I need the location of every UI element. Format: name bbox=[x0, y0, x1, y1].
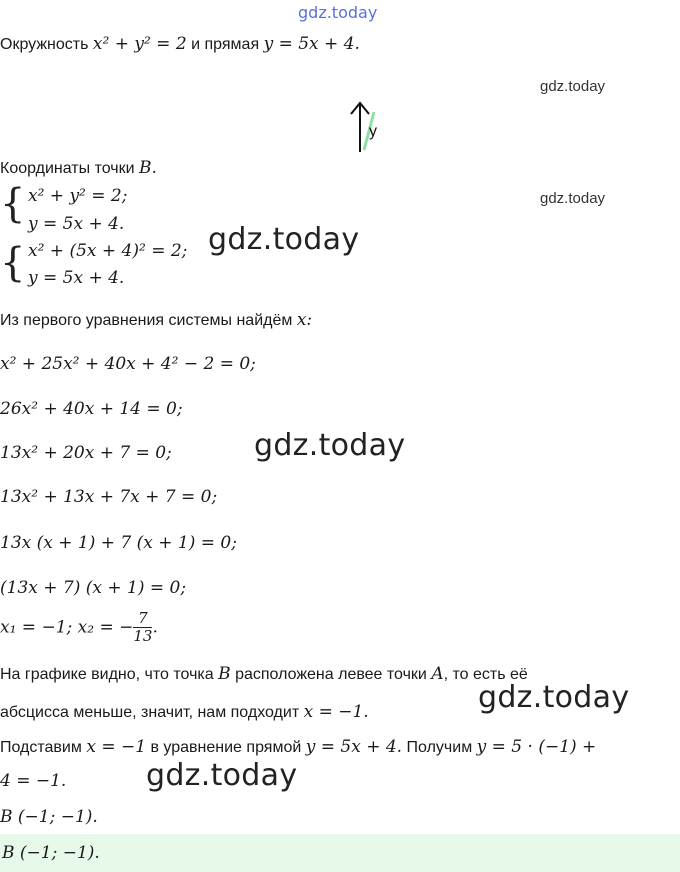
result-point: B (−1; −1). bbox=[0, 807, 98, 827]
system1-eq1: x² + y² = 2; bbox=[28, 186, 128, 206]
root-fraction-den: 13 bbox=[133, 627, 153, 645]
substitute-part2: в уравнение прямой bbox=[150, 739, 302, 756]
substitute-line-eq: y = 5x + 4. bbox=[305, 737, 403, 757]
step-4: 13x² + 13x + 7x + 7 = 0; bbox=[0, 487, 218, 507]
section-b-title bbox=[0, 158, 157, 178]
answer-bar bbox=[0, 834, 680, 872]
roots-end: . bbox=[152, 617, 158, 638]
y-axis-label: y bbox=[369, 123, 377, 140]
system1-eq2: y = 5x + 4. bbox=[28, 214, 125, 234]
circle-equation: x² + y² = 2 bbox=[92, 34, 187, 54]
line-equation: y = 5x + 4. bbox=[263, 34, 360, 54]
substitute-x-value: x = −1 bbox=[86, 737, 147, 757]
graph-note-point-a: A bbox=[431, 664, 444, 684]
watermark-top: gdz.today bbox=[298, 3, 378, 22]
roots-text: x₁ = −1; x₂ = − bbox=[0, 617, 134, 638]
step-2: 26x² + 40x + 14 = 0; bbox=[0, 399, 183, 419]
graph-note-line1 bbox=[0, 664, 528, 684]
watermark-big-4: gdz.today bbox=[146, 758, 298, 793]
root-fraction bbox=[133, 610, 152, 645]
graph-note-part3: , то есть её bbox=[443, 666, 528, 683]
graph-note-part4: абсцисса меньше, значит, нам подходит bbox=[0, 704, 300, 721]
watermark-big-2: gdz.today bbox=[254, 428, 406, 463]
answer-value: B (−1; −1). bbox=[2, 843, 100, 863]
system2-eq2: y = 5x + 4. bbox=[28, 268, 125, 288]
watermark-big-3: gdz.today bbox=[478, 680, 630, 715]
graph-note-point-b: B bbox=[218, 664, 231, 684]
graph-svg bbox=[344, 98, 394, 154]
substitute-line1 bbox=[0, 737, 596, 757]
graph-note-value: x = −1. bbox=[303, 702, 369, 722]
step-6: (13x + 7) (x + 1) = 0; bbox=[0, 578, 187, 598]
roots-line bbox=[0, 610, 158, 656]
find-x-line bbox=[0, 310, 312, 330]
system2-brace: { bbox=[0, 240, 26, 286]
system2-eq1: x² + (5x + 4)² = 2; bbox=[28, 241, 188, 261]
step-3: 13x² + 20x + 7 = 0; bbox=[0, 443, 172, 463]
substitute-calc: y = 5 · (−1) + bbox=[476, 737, 597, 757]
intro-connector: и прямая bbox=[191, 36, 260, 53]
graph-note-part1: На графике видно, что точка bbox=[0, 666, 214, 683]
intro-line bbox=[0, 34, 360, 54]
step-5: 13x (x + 1) + 7 (x + 1) = 0; bbox=[0, 533, 237, 553]
substitute-calc-cont: 4 = −1. bbox=[0, 771, 67, 791]
find-x-label: Из первого уравнения системы найдём bbox=[0, 312, 293, 329]
root-fraction-num: 7 bbox=[133, 610, 152, 628]
watermark-small-2: gdz.today bbox=[540, 190, 606, 207]
substitute-part3: Получим bbox=[406, 739, 473, 756]
graph-note-part2: расположена левее точки bbox=[235, 666, 427, 683]
intro-label: Окружность bbox=[0, 36, 89, 53]
watermark-big-1: gdz.today bbox=[208, 222, 360, 257]
graph-fragment bbox=[344, 98, 394, 154]
system1-brace: { bbox=[0, 181, 26, 227]
section-b-label: Координаты точки bbox=[0, 160, 135, 177]
graph-note-line2 bbox=[0, 702, 369, 722]
step-1: x² + 25x² + 40x + 4² − 2 = 0; bbox=[0, 354, 256, 374]
watermark-small-1: gdz.today bbox=[540, 78, 606, 95]
substitute-part1: Подставим bbox=[0, 739, 82, 756]
section-b-point: B. bbox=[139, 158, 157, 178]
find-x-var: x: bbox=[296, 310, 313, 330]
